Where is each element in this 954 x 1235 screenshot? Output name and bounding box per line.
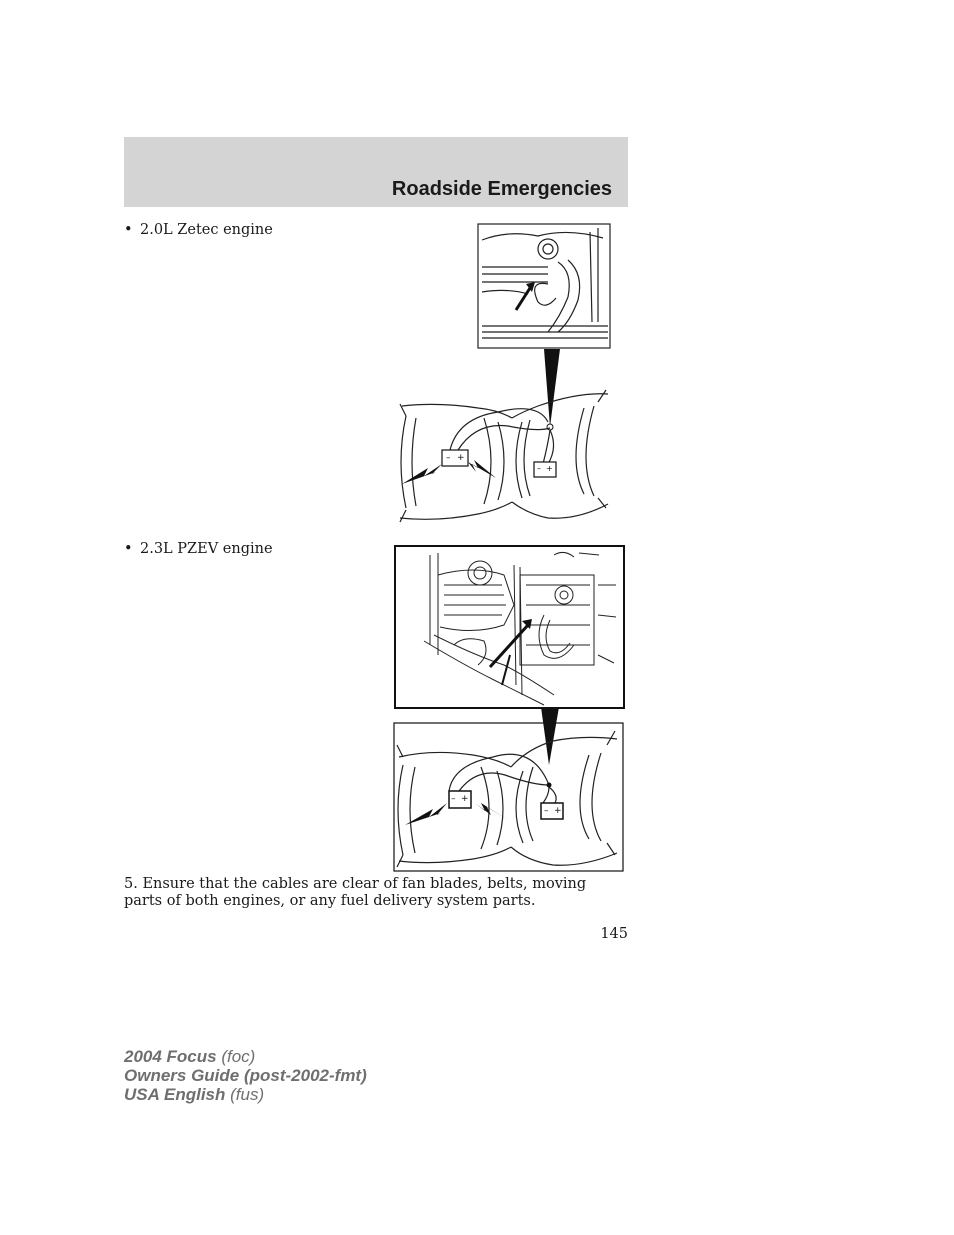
svg-text:–: – bbox=[451, 794, 456, 804]
svg-text:+: + bbox=[546, 464, 553, 473]
pzev-engine-illustration bbox=[394, 545, 626, 711]
zetec-jump-start-figure bbox=[398, 222, 613, 525]
section-title: Roadside Emergencies bbox=[391, 178, 612, 200]
jump-start-cable-diagram bbox=[393, 705, 625, 873]
battery-icon bbox=[449, 791, 471, 808]
section-header-band bbox=[124, 137, 628, 207]
battery-icon bbox=[534, 462, 556, 477]
page-number: 145 bbox=[600, 926, 628, 942]
svg-text:–: – bbox=[446, 453, 451, 463]
svg-text:+: + bbox=[554, 806, 562, 816]
bullet-text: 2.3L PZEV engine bbox=[140, 541, 273, 557]
bullet-item-zetec bbox=[124, 222, 273, 238]
bullet-item-pzev bbox=[124, 541, 273, 557]
battery-icon bbox=[442, 450, 468, 466]
footer-line-language: USA English (fus) bbox=[124, 1085, 265, 1104]
svg-text:–: – bbox=[537, 464, 541, 473]
footer-line-guide: Owners Guide (post-2002-fmt) bbox=[124, 1066, 367, 1085]
svg-text:+: + bbox=[461, 794, 469, 804]
step-5-paragraph: 5. Ensure that the cables are clear of fan blades, belts, moving parts of both engines, or any fuel delivery system parts. bbox=[124, 876, 587, 909]
pzev-jump-start-figure bbox=[393, 705, 625, 873]
pzev-engine-figure bbox=[394, 545, 626, 711]
bullet-dot: • bbox=[124, 541, 133, 557]
bullet-text: 2.0L Zetec engine bbox=[140, 222, 273, 238]
battery-icon bbox=[541, 803, 563, 819]
footer-line-model: 2004 Focus (foc) bbox=[124, 1047, 256, 1066]
svg-text:–: – bbox=[544, 806, 549, 816]
svg-text:+: + bbox=[457, 453, 465, 463]
bullet-dot: • bbox=[124, 222, 133, 238]
zetec-engine-illustration bbox=[398, 222, 613, 525]
document-footer bbox=[124, 1047, 367, 1104]
